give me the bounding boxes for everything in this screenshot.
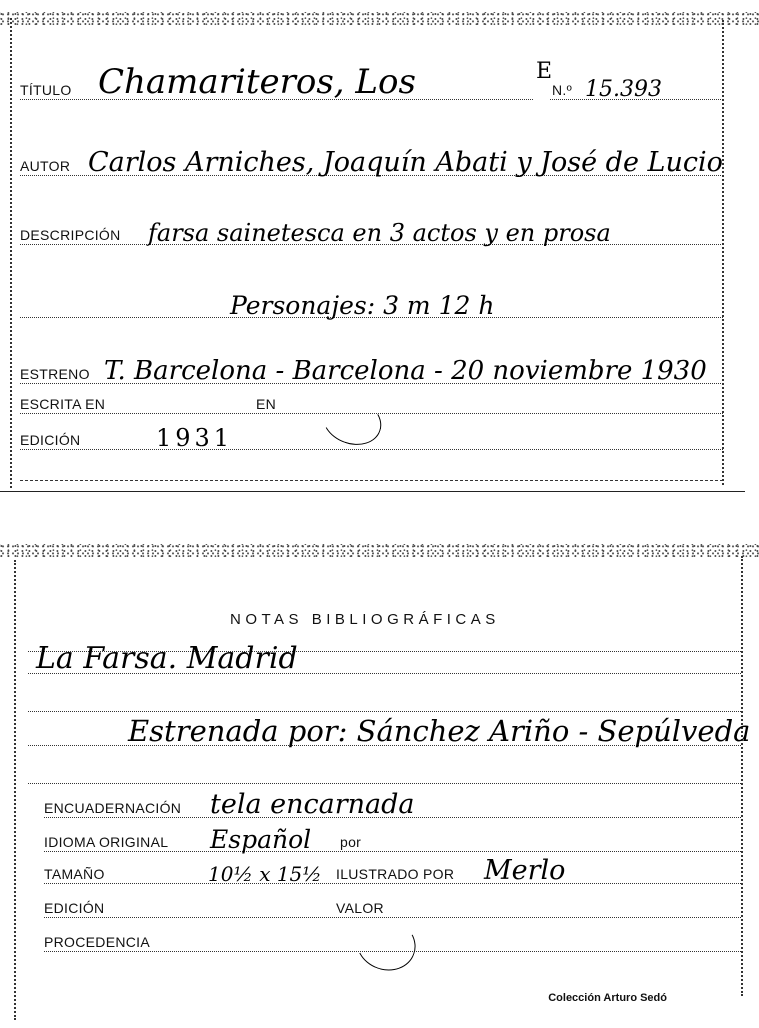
note-row-2: [28, 642, 741, 678]
procedencia-label: PROCEDENCIA: [44, 934, 150, 950]
number-mark: E: [536, 59, 553, 84]
card-1-left-border: [10, 18, 12, 488]
number-value: 15.393: [585, 77, 662, 102]
edicion-label: EDICIÓN: [20, 432, 81, 448]
estreno-label: ESTRENO: [20, 366, 90, 382]
descripcion-label: DESCRIPCIÓN: [20, 227, 121, 243]
card-2-speckled-edge: [0, 544, 759, 558]
collection-footer: Colección Arturo Sedó: [548, 992, 667, 1004]
note-row-3: [28, 680, 741, 716]
personajes-value: Personajes: 3 m 12 h: [230, 291, 495, 320]
en-label: EN: [256, 396, 277, 412]
idioma-value: Español: [210, 825, 312, 854]
catalog-card-1: [0, 0, 759, 492]
catalog-card-2: [0, 520, 759, 1028]
notas-heading: NOTAS BIBLIOGRÁFICAS: [230, 611, 500, 628]
edicion-2-label: EDICIÓN: [44, 900, 105, 916]
card-2-left-border: [14, 560, 16, 1020]
card-2-right-border: [741, 556, 743, 996]
card-1-speckled-edge: [0, 12, 759, 26]
tamano-label: TAMAÑO: [44, 866, 105, 882]
autor-label: AUTOR: [20, 158, 71, 174]
note-row-4: [28, 714, 751, 750]
card-separator: [0, 491, 745, 492]
descripcion-value: farsa sainetesca en 3 actos y en prosa: [148, 219, 611, 247]
valor-label: VALOR: [336, 900, 384, 916]
personajes-row: [20, 278, 723, 322]
number-label: N.º: [552, 82, 573, 98]
ilustrado-value: Merlo: [484, 855, 566, 886]
ilustrado-label: ILUSTRADO POR: [336, 866, 455, 882]
titulo-value: Chamariteros, Los: [98, 62, 416, 102]
titulo-row: [20, 60, 723, 104]
card-1-bottom-dots: [20, 480, 723, 481]
note-2-value: Estrenada por: Sánchez Ariño - Sepúlveda: [128, 714, 751, 748]
por-label: por: [340, 834, 362, 850]
escrita-label: ESCRITA EN: [20, 396, 106, 412]
idioma-label: IDIOMA ORIGINAL: [44, 834, 169, 850]
tamano-value: 10½ x 15½: [208, 862, 322, 886]
autor-value: Carlos Arniches, Joaquín Abati y José de Lucio: [88, 147, 723, 178]
note-1-value: La Farsa. Madrid: [36, 641, 298, 676]
descripcion-row: [20, 205, 723, 249]
autor-row: [20, 136, 723, 180]
edicion-value: 1931: [156, 424, 234, 452]
encuadernacion-value: tela encarnada: [210, 789, 415, 820]
estreno-value: T. Barcelona - Barcelona - 20 noviembre 1930: [104, 356, 707, 386]
titulo-label: TÍTULO: [20, 82, 72, 98]
encuadernacion-label: ENCUADERNACIÓN: [44, 800, 182, 816]
